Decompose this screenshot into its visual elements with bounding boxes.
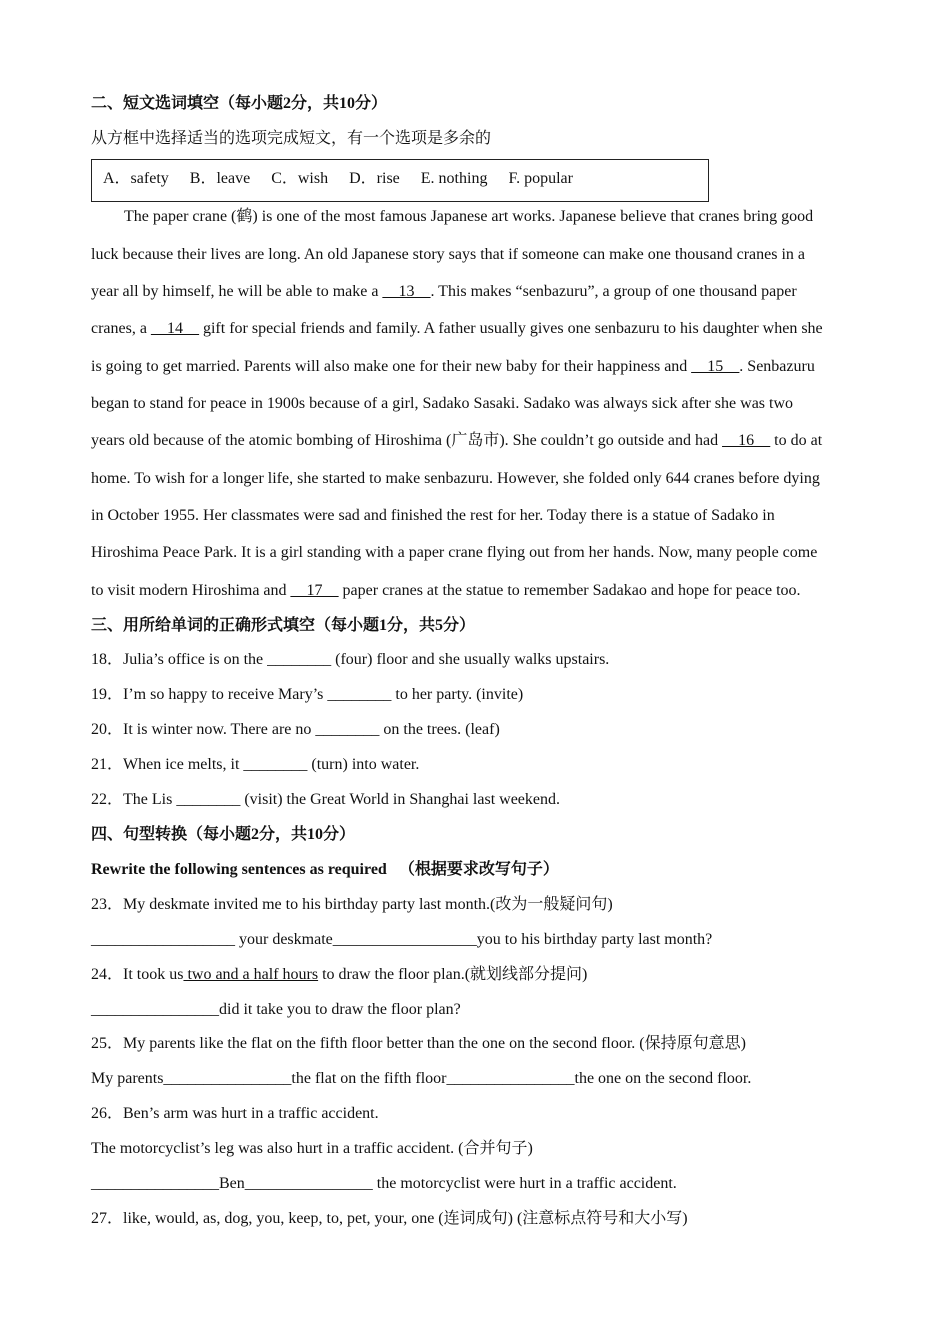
section-4-heading: 四、句型转换（每小题2分，共10分） [91,826,356,843]
passage-text: to do at [770,432,823,449]
passage-line-3 [91,282,797,302]
option-f: F. popular [508,170,573,187]
passage-line-4 [91,319,823,339]
q24-underlined: two and a half hours [183,966,319,983]
passage-line-7 [91,431,822,451]
word-option-box [91,159,709,202]
question-26-line-2: The motorcyclist’s leg was also hurt in a traffic accident. (合并句子) [91,1140,533,1157]
passage-text: is going to get married. Parents will also make one for their new baby for their happiness and [91,358,692,375]
question-23-answer: __________________ your deskmate__________________you to his birthday party last month? [91,931,713,948]
section-4-subheading [91,860,559,880]
passage-text: . Senbazuru [739,358,815,375]
question-18: 18．Julia’s office is on the ________ (four) floor and she usually walks upstairs. [91,651,610,668]
passage-line-2: luck because their lives are long. An old Japanese story says that if someone can make one thousand cranes in a [91,246,805,263]
blank-13: __13__ [382,283,431,300]
section-3-heading: 三、用所给单词的正确形式填空（每小题1分，共5分） [91,617,476,634]
passage-text: to visit modern Hiroshima and [91,582,291,599]
passage-line-10: Hiroshima Peace Park. It is a girl standing with a paper crane flying out from her hands. Now, many people come [91,544,818,561]
option-a: A．safety [103,170,169,187]
blank-15: __15__ [691,358,740,375]
option-list [103,169,590,189]
passage-text: gift for special friends and family. A father usually gives one senbazuru to his daughter when she [198,320,823,337]
subheading-english: Rewrite the following sentences as required [91,861,387,878]
passage-text: year all by himself, he will be able to make a [91,283,383,300]
passage-text: paper cranes at the statue to remember Sadakao and hope for peace too. [338,582,801,599]
option-c: C．wish [271,170,329,187]
question-21: 21．When ice melts, it ________ (turn) into water. [91,756,420,773]
passage-line-9: in October 1955. Her classmates were sad and finished the rest for her. Today there is a statue of Sadako in [91,507,775,524]
question-25: 25．My parents like the flat on the fifth floor better than the one on the second floor. (保持原句意思) [91,1035,746,1052]
question-24-answer: ________________did it take you to draw the floor plan? [91,1001,461,1018]
question-23: 23．My deskmate invited me to his birthday party last month.(改为一般疑问句) [91,896,613,913]
option-d: D．rise [349,170,400,187]
question-26-answer: ________________Ben________________ the motorcyclist were hurt in a traffic accident. [91,1175,677,1192]
passage-line-5 [91,357,815,377]
passage-line-11 [91,581,801,601]
question-25-answer: My parents________________the flat on the fifth floor________________the one on the second floor. [91,1070,752,1087]
blank-16: __16__ [722,432,771,449]
blank-17: __17__ [290,582,339,599]
option-e: E. nothing [420,170,488,187]
subheading-chinese: （根据要求改写句子） [398,861,559,878]
passage-text: cranes, a [91,320,151,337]
q24-text: 24．It took us [91,966,184,983]
question-26: 26．Ben’s arm was hurt in a traffic accident. [91,1105,379,1122]
option-b: B．leave [189,170,251,187]
question-24 [91,965,587,985]
question-19: 19．I’m so happy to receive Mary’s ________ to her party. (invite) [91,686,524,703]
passage-line-8: home. To wish for a longer life, she started to make senbazuru. However, she folded only 644 cranes before dying [91,470,820,487]
question-22: 22．The Lis ________ (visit) the Great World in Shanghai last weekend. [91,791,560,808]
passage-text: years old because of the atomic bombing of Hiroshima (广岛市). She couldn’t go outside and had [91,432,723,449]
passage-line-6: began to stand for peace in 1900s because of a girl, Sadako Sasaki. Sadako was always sick after she was two [91,395,794,412]
blank-14: __14__ [150,320,199,337]
passage-text: . This makes “senbazuru”, a group of one thousand paper [430,283,797,300]
section-2-instruction: 从方框中选择适当的选项完成短文，有一个选项是多余的 [91,130,492,147]
q24-text: to draw the floor plan.(就划线部分提问) [318,966,588,983]
section-2-heading: 二、短文选词填空（每小题2分，共10分） [91,95,388,112]
passage-line-1: The paper crane (鹤) is one of the most famous Japanese art works. Japanese believe that cranes bring good [124,208,814,225]
question-27: 27．like, would, as, dog, you, keep, to, pet, your, one (连词成句) (注意标点符号和大小写) [91,1210,688,1227]
question-20: 20．It is winter now. There are no ________ on the trees. (leaf) [91,721,500,738]
